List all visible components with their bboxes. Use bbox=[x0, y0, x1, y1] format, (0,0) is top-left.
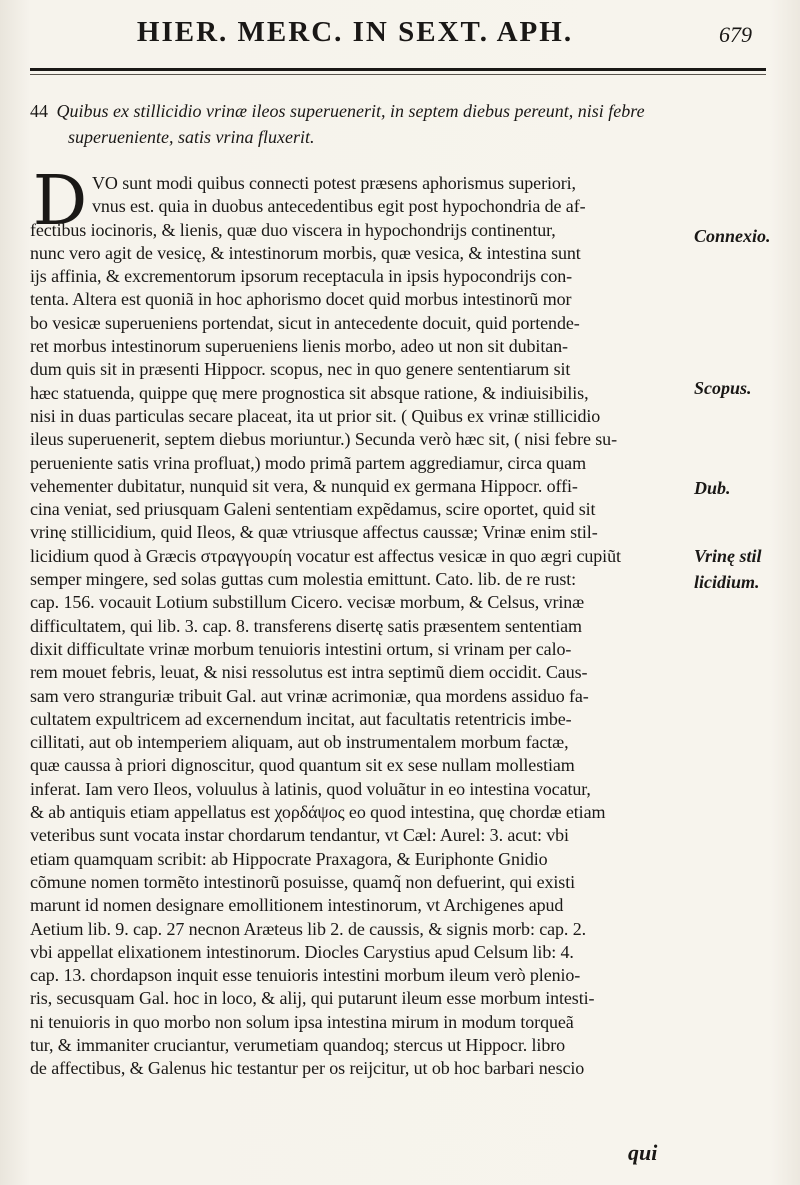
text-line: cultatem expultricem ad excernendum incitat, aut facultatis retentricis imbe- bbox=[30, 708, 572, 729]
text-line: vrinę stillicidium, quid Ileos, & quæ vtriusque affectus caussæ; Vrinæ enim stil- bbox=[30, 522, 598, 543]
catchword: qui bbox=[628, 1140, 658, 1165]
text-line: ris, secusquam Gal. hoc in loco, & alij, qui putarunt ileum esse morbum intesti- bbox=[30, 988, 595, 1009]
text-line: dum quis sit in præsenti Hippocr. scopus, nec in quo genere sententiarum sit bbox=[30, 359, 571, 380]
aphorism-line-1: Quibus ex stillicidio vrinæ ileos superuenerit, in septem diebus pereunt, nisi febre bbox=[56, 101, 645, 121]
text-line: cap. 156. vocauit Lotium substillum Cicero. vecisæ morbum, & Celsus, vrinæ bbox=[30, 592, 585, 613]
margin-note-dub: Dub. bbox=[694, 478, 731, 498]
text-line: inferat. Iam vero Ileos, voluulus à latinis, quod voluãtur in eo intestina vocatur, bbox=[30, 778, 591, 799]
commentary-body bbox=[30, 162, 690, 1081]
header-rule-thin bbox=[30, 74, 766, 75]
text-line: nisi in duas particulas secare placeat, ita ut prior sit. ( Quibus ex vrinæ stillicidio bbox=[30, 405, 601, 426]
text-line: quæ caussa à priori dignoscitur, quod quantum sit ex sese nullam mollestiam bbox=[30, 755, 575, 776]
text-line: sam vero stranguriæ tribuit Gal. aut vrinæ acrimoniæ, qua mordens assiduo fa- bbox=[30, 685, 589, 706]
text-line: licidium quod à Græcis στραγγουρίη vocatur est affectus vesicæ in quo ægri cupiũt bbox=[30, 545, 621, 566]
text-line: nunc vero agit de vesicę, & intestinorum morbis, quæ vesica, & intestina sunt bbox=[30, 242, 581, 263]
text-line: cõmune nomen tormẽto intestinorũ posuisse, quamq̃ non defuerint, qui existi bbox=[30, 871, 576, 892]
page-header bbox=[30, 10, 770, 70]
text-line: fectibus iocinoris, & lienis, quæ duo viscera in hypochondrijs continentur, bbox=[30, 219, 556, 240]
text-line: de affectibus, & Galenus hic testantur per os reijcitur, ut ob hoc barbari nescio bbox=[30, 1058, 585, 1079]
text-line: bo vesicæ superueniens portendat, sicut in antecedente docuit, quid portende- bbox=[30, 312, 580, 333]
text-line: cap. 13. chordapson inquit esse tenuioris intestini morbum ileum verò plenio- bbox=[30, 965, 581, 986]
text-line: semper mingere, sed solas guttas cum molestia emittunt. Cato. lib. de re rust: bbox=[30, 569, 577, 590]
text-line: vehementer dubitatur, nunquid sit vera, & nunquid ex germana Hippocr. offi- bbox=[30, 475, 578, 496]
margin-note-connexio: Connexio. bbox=[694, 226, 771, 246]
text-line: ijs affinia, & excrementorum ipsorum receptacula in ipsis hypocondrijs con- bbox=[30, 266, 573, 287]
text-line: tenta. Altera est quoniã in hoc aphorismo docet quid morbus intestinorũ mor bbox=[30, 289, 572, 310]
text-line: hæc statuenda, quippe quę mere prognostica sit absque ratione, & indiuisibilis, bbox=[30, 382, 589, 403]
text-line: tur, & immaniter cruciantur, verumetiam quandoq; stercus ut Hippocr. libro bbox=[30, 1034, 566, 1055]
text-line: vnus est. quia in duobus antecedentibus egit post hypochondria de af- bbox=[92, 196, 586, 217]
margin-note-scopus: Scopus. bbox=[694, 378, 752, 398]
text-line: cillitati, aut ob intemperiem aliquam, aut ob instrumentalem morbum factæ, bbox=[30, 732, 569, 753]
text-line: marunt id nomen designare emollitionem intestinorum, vt Archigenes apud bbox=[30, 895, 564, 916]
header-rule bbox=[30, 68, 766, 71]
text-line: etiam quamquam scribit: ab Hippocrate Praxagora, & Euriphonte Gnidio bbox=[30, 848, 548, 869]
text-line: difficultatem, qui lib. 3. cap. 8. transferens disertę satis præsentem sententiam bbox=[30, 615, 582, 636]
text-line: Aetium lib. 9. cap. 27 necnon Aræteus lib 2. de caussis, & signis morb: cap. 2. bbox=[30, 918, 587, 939]
aphorism-number: 44 bbox=[30, 101, 48, 121]
text-line: vbi appellat elixationem intestinorum. Diocles Carystius apud Celsum lib: 4. bbox=[30, 941, 574, 962]
running-title: HIER. MERC. IN SEXT. APH. bbox=[136, 16, 574, 48]
text-line: ret morbus intestinorum superueniens lienis morbo, adeo ut non sit dubitan- bbox=[30, 336, 568, 357]
text-line: VO sunt modi quibus connecti potest præsens aphorismus superiori, bbox=[92, 173, 576, 193]
aphorism-text bbox=[30, 98, 700, 150]
margin-notes bbox=[694, 0, 800, 1185]
text-line: rem mouet febris, leuat, & nisi ressolutus est intra septimũ diem occidit. Caus- bbox=[30, 662, 588, 683]
text-line: cina veniat, sed priusquam Galeni sententiam expẽdamus, scire oportet, quid sit bbox=[30, 499, 596, 520]
text-line: ileus superuenerit, septem diebus moriuntur.) Secunda verò hæc sit, ( nisi febre su- bbox=[30, 429, 617, 450]
text-line: perueniente satis vrina profluat,) modo primã partem aggrediamur, circa quam bbox=[30, 452, 586, 473]
text-line: dixit difficultate vrinæ morbum tenuioris intestini ortum, si vrinam per calo- bbox=[30, 638, 572, 659]
margin-note-licidium: licidium. bbox=[694, 572, 760, 592]
text-line: & ab antiquis etiam appellatus est χορδάψος eo quod intestina, quę chordæ etiam bbox=[30, 802, 606, 823]
margin-note-vrinae-stil: Vrinę stil bbox=[694, 546, 762, 566]
text-line: ni tenuioris in quo morbo non solum ipsa intestina mirum in modum torqueã bbox=[30, 1011, 574, 1032]
page-number: 679 bbox=[719, 22, 752, 47]
drop-cap: D bbox=[32, 162, 88, 241]
text-line: veteribus sunt vocata instar chordarum tendantur, vt Cæl: Aurel: 3. acut: vbi bbox=[30, 825, 569, 846]
aphorism-line-2: superueniente, satis vrina fluxerit. bbox=[68, 127, 315, 147]
